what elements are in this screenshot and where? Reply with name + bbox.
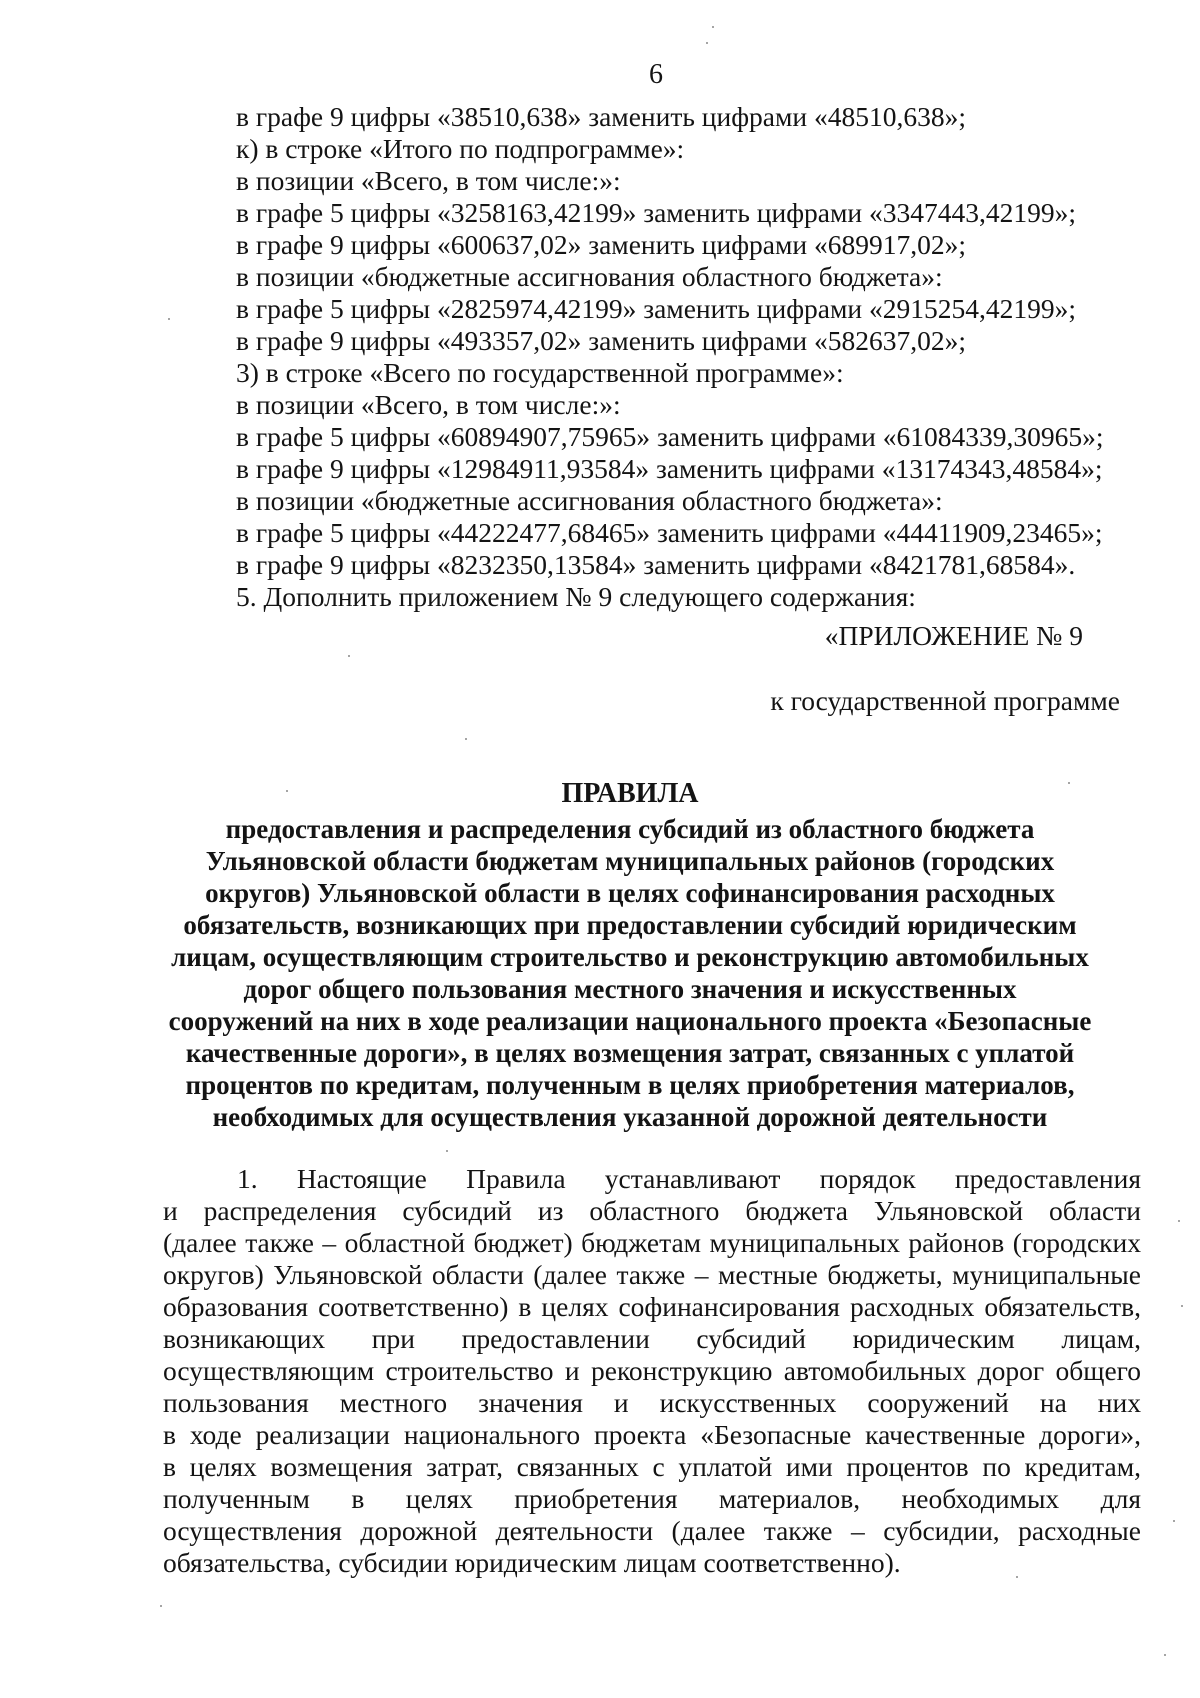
rules-subtitle-line: сооружений на них в ходе реализации национального проекта «Безопасные bbox=[168, 1006, 1092, 1036]
scan-speck bbox=[1068, 782, 1070, 784]
scan-speck bbox=[465, 738, 467, 740]
scan-speck bbox=[706, 42, 708, 44]
amendment-line: в графе 9 цифры «493357,02» заменить цифрами «582637,02»; bbox=[236, 325, 966, 356]
scan-speck bbox=[160, 1605, 162, 1607]
amendment-line: 3) в строке «Всего по государственной программе»: bbox=[236, 357, 844, 388]
rules-subtitle-line: предоставления и распределения субсидий из областного бюджета bbox=[225, 814, 1035, 844]
paragraph-line: осуществления дорожной деятельности (далее также – субсидии, расходные bbox=[163, 1515, 1141, 1546]
paragraph-line: 1. Настоящие Правила устанавливают порядок предоставления bbox=[237, 1163, 1141, 1194]
amendment-line: в графе 9 цифры «600637,02» заменить цифрами «689917,02»; bbox=[236, 229, 966, 260]
appendix-title: «ПРИЛОЖЕНИЕ № 9 bbox=[824, 620, 1083, 651]
amendment-line: в графе 9 цифры «8232350,13584» заменить цифрами «8421781,68584». bbox=[236, 549, 1076, 580]
amendment-line: в графе 9 цифры «38510,638» заменить цифрами «48510,638»; bbox=[236, 101, 966, 132]
paragraph-line: округов) Ульяновской области (далее также – местные бюджеты, муниципальные bbox=[163, 1259, 1141, 1290]
rules-subtitle-line: процентов по кредитам, полученным в целях приобретения материалов, bbox=[185, 1070, 1075, 1100]
rules-subtitle-line: качественные дороги», в целях возмещения затрат, связанных с уплатой bbox=[185, 1038, 1075, 1068]
page-number: 6 bbox=[649, 59, 663, 90]
amendment-line: 5. Дополнить приложением № 9 следующего содержания: bbox=[236, 581, 916, 612]
paragraph-line: возникающих при предоставлении субсидий юридическим лицам, bbox=[163, 1323, 1141, 1354]
scan-speck bbox=[1178, 1220, 1180, 1222]
paragraph-line: и распределения субсидий из областного бюджета Ульяновской области bbox=[163, 1195, 1141, 1226]
paragraph-line: пользования местного значения и искусственных сооружений на них bbox=[163, 1387, 1141, 1418]
paragraph-line: в ходе реализации национального проекта «Безопасные качественные дороги», bbox=[163, 1419, 1141, 1450]
scan-speck bbox=[168, 318, 170, 320]
rules-subtitle-line: Ульяновской области бюджетам муниципальных районов (городских bbox=[205, 846, 1055, 876]
scan-speck bbox=[1016, 1576, 1018, 1578]
scan-speck bbox=[1164, 1654, 1166, 1656]
paragraph-line: осуществляющим строительство и реконструкцию автомобильных дорог общего bbox=[163, 1355, 1141, 1386]
paragraph-1 bbox=[163, 1163, 1141, 1579]
scan-speck bbox=[1173, 1520, 1175, 1522]
appendix-subtitle: к государственной программе bbox=[770, 685, 1120, 716]
scan-speck bbox=[712, 26, 714, 28]
paragraph-line: обязательства, субсидии юридическим лицам соответственно). bbox=[163, 1547, 901, 1578]
amendment-line: в позиции «Всего, в том числе:»: bbox=[236, 389, 621, 420]
scan-speck bbox=[1181, 1305, 1183, 1307]
amendment-line: в графе 5 цифры «60894907,75965» заменить цифрами «61084339,30965»; bbox=[236, 421, 1104, 452]
amendment-line: в графе 5 цифры «3258163,42199» заменить цифрами «3347443,42199»; bbox=[236, 197, 1076, 228]
paragraph-line: в целях возмещения затрат, связанных с уплатой ими процентов по кредитам, bbox=[163, 1451, 1141, 1482]
rules-subtitle-line: необходимых для осуществления указанной дорожной деятельности bbox=[212, 1102, 1048, 1132]
amendment-line: в графе 9 цифры «12984911,93584» заменить цифрами «13174343,48584»; bbox=[236, 453, 1103, 484]
rules-subtitle-line: дорог общего пользования местного значения и искусственных bbox=[243, 974, 1017, 1004]
rules-subtitle-line: обязательств, возникающих при предоставлении субсидий юридическим bbox=[183, 910, 1077, 940]
amendment-line: в графе 5 цифры «2825974,42199» заменить цифрами «2915254,42199»; bbox=[236, 293, 1076, 324]
rules-subtitle-line: лицам, осуществляющим строительство и реконструкцию автомобильных bbox=[171, 942, 1089, 972]
scan-speck bbox=[286, 790, 288, 792]
scan-speck bbox=[446, 1150, 448, 1152]
amendments-list bbox=[236, 101, 1156, 613]
amendment-line: в графе 5 цифры «44222477,68465» заменить цифрами «44411909,23465»; bbox=[236, 517, 1103, 548]
scan-speck bbox=[348, 655, 350, 657]
amendment-line: в позиции «бюджетные ассигнования областного бюджета»: bbox=[236, 261, 943, 292]
paragraph-line: образования соответственно) в целях софинансирования расходных обязательств, bbox=[163, 1291, 1141, 1322]
rules-title: ПРАВИЛА bbox=[561, 778, 699, 809]
paragraph-line: полученным в целях приобретения материалов, необходимых для bbox=[163, 1483, 1141, 1514]
amendment-line: к) в строке «Итого по подпрограмме»: bbox=[236, 133, 685, 164]
amendment-line: в позиции «бюджетные ассигнования областного бюджета»: bbox=[236, 485, 943, 516]
rules-heading bbox=[120, 777, 1140, 1133]
paragraph-line: (далее также – областной бюджет) бюджетам муниципальных районов (городских bbox=[163, 1227, 1141, 1258]
amendment-line: в позиции «Всего, в том числе:»: bbox=[236, 165, 621, 196]
rules-subtitle-line: округов) Ульяновской области в целях софинансирования расходных bbox=[205, 878, 1055, 908]
